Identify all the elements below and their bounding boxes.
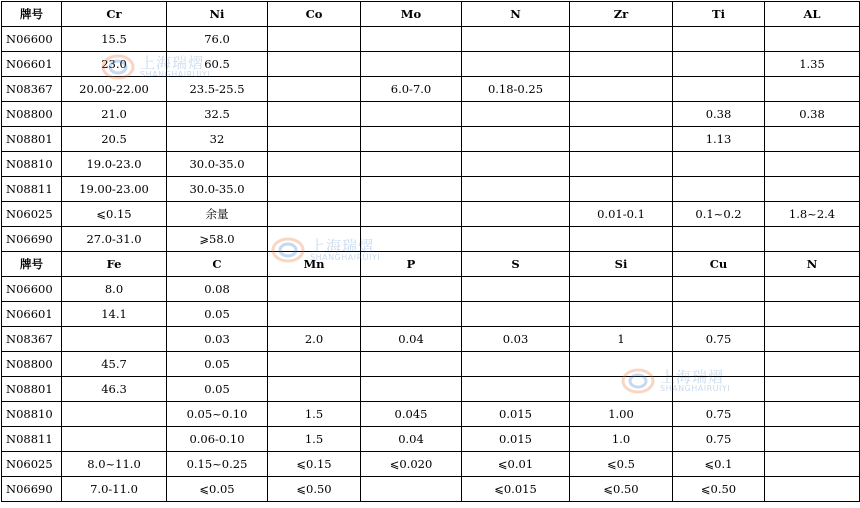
grade-cell: N08810 [2,152,62,177]
table-cell [268,302,361,327]
table-cell: 1.35 [765,52,860,77]
table-cell [361,227,462,252]
header-cell: N [462,2,570,27]
watermark-en: SHANGHAIRUIYI [660,384,731,393]
table-cell [361,302,462,327]
table-cell [361,202,462,227]
table-cell [361,277,462,302]
watermark-en: SHANGHAIRUIYI [140,70,211,79]
watermark-en: SHANGHAIRUIYI [310,253,381,262]
table-cell [673,77,765,102]
table-cell: 7.0-11.0 [62,477,167,502]
table-cell [62,327,167,352]
grade-cell: N08367 [2,77,62,102]
header-cell: Si [570,252,673,277]
table-cell [765,277,860,302]
table-cell: 0.75 [673,327,765,352]
table-cell: 23.5-25.5 [167,77,268,102]
grade-cell: N06601 [2,302,62,327]
table-cell [765,477,860,502]
table-cell: 1.8~2.4 [765,202,860,227]
table-cell [765,177,860,202]
table-cell [361,27,462,52]
header-cell: C [167,252,268,277]
table-cell [361,352,462,377]
table-cell [673,377,765,402]
table-cell: 8.0~11.0 [62,452,167,477]
table-cell [462,52,570,77]
header-cell: Cr [62,2,167,27]
table-row [2,177,860,202]
grade-cell: N08367 [2,327,62,352]
header-cell: 牌号 [2,2,62,27]
table-cell [765,127,860,152]
header-cell: Mn [268,252,361,277]
table-row [2,327,860,352]
table-cell: 20.00-22.00 [62,77,167,102]
table-cell: 15.5 [62,27,167,52]
table-cell [361,177,462,202]
table-cell: 0.15~0.25 [167,452,268,477]
table-cell: ⩽0.5 [570,452,673,477]
table-cell [765,77,860,102]
header-cell: P [361,252,462,277]
table-row [2,402,860,427]
table-cell: 30.0-35.0 [167,177,268,202]
table-cell [570,152,673,177]
table-cell: 0.18-0.25 [462,77,570,102]
table-cell: 0.01-0.1 [570,202,673,227]
header-cell: N [765,252,860,277]
table-cell: 0.1~0.2 [673,202,765,227]
header-cell: Zr [570,2,673,27]
table-cell [268,277,361,302]
table-cell [462,377,570,402]
table-cell [570,77,673,102]
table-cell: 1 [570,327,673,352]
watermark-cn: 上海瑞熠 [660,368,725,386]
grade-cell: N08810 [2,402,62,427]
grade-cell: N06600 [2,277,62,302]
table-cell [765,327,860,352]
table-row [2,202,860,227]
table-row [2,352,860,377]
table-cell: ⩽0.05 [167,477,268,502]
table-cell: 45.7 [62,352,167,377]
table-cell: 0.06-0.10 [167,427,268,452]
table-cell [462,202,570,227]
table-cell [570,127,673,152]
table-cell [570,277,673,302]
table-cell: 46.3 [62,377,167,402]
table-cell [361,127,462,152]
table-cell: ⩽0.50 [570,477,673,502]
table-cell: 30.0-35.0 [167,152,268,177]
table-cell [765,377,860,402]
table-cell: 1.00 [570,402,673,427]
table-cell: 60.5 [167,52,268,77]
table-cell [570,227,673,252]
table-cell: ⩽0.020 [361,452,462,477]
table-cell [673,152,765,177]
grade-cell: N08801 [2,127,62,152]
table-cell [268,227,361,252]
table-header-row [2,252,860,277]
table-cell: ⩽0.01 [462,452,570,477]
table-cell [268,77,361,102]
table-cell [673,52,765,77]
table-cell [765,352,860,377]
table-cell: 0.04 [361,327,462,352]
table-cell: 0.08 [167,277,268,302]
table-row [2,302,860,327]
grade-cell: N06690 [2,227,62,252]
table-cell [765,27,860,52]
table-cell: ⩽0.50 [673,477,765,502]
grade-cell: N08800 [2,102,62,127]
table-row [2,427,860,452]
table-cell: 0.045 [361,402,462,427]
table-cell: 0.05 [167,302,268,327]
table-cell: 1.5 [268,427,361,452]
composition-table [1,1,860,502]
table-row [2,277,860,302]
header-cell: Mo [361,2,462,27]
table-cell [673,177,765,202]
table-cell [361,477,462,502]
table-cell: 0.05~0.10 [167,402,268,427]
table-cell: 20.5 [62,127,167,152]
table-cell: 21.0 [62,102,167,127]
table-cell: 76.0 [167,27,268,52]
table-cell: 2.0 [268,327,361,352]
table-row [2,452,860,477]
table-cell: ⩾58.0 [167,227,268,252]
header-cell: Ti [673,2,765,27]
table-cell: 19.0-23.0 [62,152,167,177]
table-cell: 0.38 [765,102,860,127]
watermark-cn: 上海瑞熠 [140,54,205,72]
table-cell [462,127,570,152]
table-cell: 6.0-7.0 [361,77,462,102]
table-cell [462,352,570,377]
grade-cell: N08800 [2,352,62,377]
table-cell: ⩽0.15 [62,202,167,227]
table-cell [570,352,673,377]
table-cell [765,152,860,177]
watermark-cn: 上海瑞熠 [310,237,375,255]
grade-cell: N08811 [2,427,62,452]
header-cell: Fe [62,252,167,277]
header-cell: S [462,252,570,277]
table-cell [462,302,570,327]
table-cell: 0.75 [673,402,765,427]
table-cell: 23.0 [62,52,167,77]
table-row [2,102,860,127]
grade-cell: N06025 [2,202,62,227]
table-cell [62,402,167,427]
table-cell [673,302,765,327]
table-row [2,52,860,77]
grade-cell: N06601 [2,52,62,77]
table-cell: 1.5 [268,402,361,427]
table-cell: ⩽0.1 [673,452,765,477]
table-cell [268,377,361,402]
table-cell: 余量 [167,202,268,227]
table-cell [462,27,570,52]
table-cell: 1.0 [570,427,673,452]
table-cell [570,377,673,402]
table-row [2,152,860,177]
table-cell: ⩽0.15 [268,452,361,477]
table-cell [765,402,860,427]
table-cell [62,427,167,452]
table-cell [268,102,361,127]
table-cell [361,152,462,177]
grade-cell: N06025 [2,452,62,477]
table-cell: 0.015 [462,402,570,427]
table-cell [673,277,765,302]
table-cell [268,127,361,152]
header-cell: Ni [167,2,268,27]
table-row [2,77,860,102]
table-row [2,227,860,252]
table-cell: 0.03 [167,327,268,352]
header-cell: 牌号 [2,252,62,277]
table-cell [268,52,361,77]
table-cell [570,302,673,327]
table-cell: 0.015 [462,427,570,452]
table-cell [462,152,570,177]
table-row [2,127,860,152]
table-cell [570,177,673,202]
table-cell [462,277,570,302]
table-cell [462,227,570,252]
table-row [2,477,860,502]
table-cell: 0.75 [673,427,765,452]
table-cell [268,152,361,177]
table-cell [673,227,765,252]
table-cell [765,302,860,327]
table-cell [570,102,673,127]
table-cell [462,102,570,127]
table-cell [268,27,361,52]
table-cell [268,202,361,227]
header-cell: Co [268,2,361,27]
table-cell: 0.05 [167,377,268,402]
table-cell [361,52,462,77]
table-cell: 14.1 [62,302,167,327]
grade-cell: N06600 [2,27,62,52]
table-cell [673,27,765,52]
table-cell: 0.03 [462,327,570,352]
table-cell [268,352,361,377]
table-cell: 0.04 [361,427,462,452]
table-cell: 0.38 [673,102,765,127]
table-cell [570,52,673,77]
table-cell: 0.05 [167,352,268,377]
grade-cell: N08801 [2,377,62,402]
table-cell [570,27,673,52]
table-cell [765,227,860,252]
table-cell: ⩽0.50 [268,477,361,502]
header-cell: AL [765,2,860,27]
table-cell: ⩽0.015 [462,477,570,502]
table-cell [765,427,860,452]
table-cell: 8.0 [62,277,167,302]
table-cell [361,377,462,402]
table-cell: 32.5 [167,102,268,127]
table-cell: 19.00-23.00 [62,177,167,202]
table-cell: 1.13 [673,127,765,152]
table-cell: 27.0-31.0 [62,227,167,252]
table-cell [673,352,765,377]
table-cell [765,452,860,477]
grade-cell: N08811 [2,177,62,202]
grade-cell: N06690 [2,477,62,502]
header-cell: Cu [673,252,765,277]
table-row [2,377,860,402]
table-cell [462,177,570,202]
table-cell [361,102,462,127]
table-cell [268,177,361,202]
table-header-row [2,2,860,27]
table-cell: 32 [167,127,268,152]
table-row [2,27,860,52]
